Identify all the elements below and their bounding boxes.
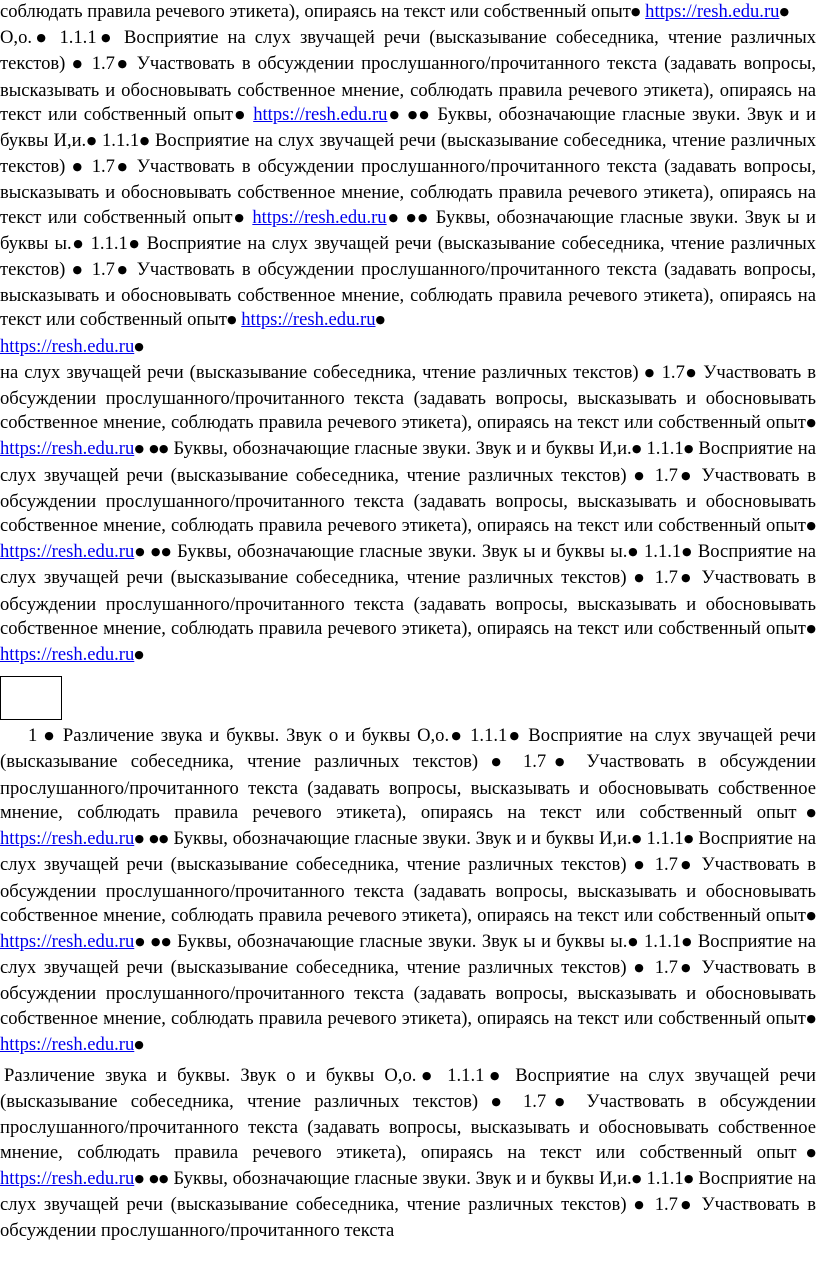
- text-segment: 1.7: [646, 464, 678, 486]
- text-segment: 1.1.1: [641, 828, 684, 850]
- text-segment: 1.7: [646, 567, 678, 589]
- text-segment: 1.1.1: [437, 1064, 485, 1086]
- text-segment: Буквы, обозначающие гласные звуки. Звук ы и буквы ы.: [171, 930, 628, 952]
- bullet-icon: ●: [677, 468, 694, 482]
- bullet-icon: ●: [134, 1037, 144, 1051]
- bullet-icon: ●: [134, 442, 145, 456]
- bullet-icon: ●: [114, 160, 130, 174]
- text-segment: Восприятие на слух звучащей речи (высказывание собеседника, чтение различных текстов): [0, 1064, 816, 1113]
- paragraph-1: [0, 0, 816, 26]
- paragraph-4: [0, 724, 816, 1059]
- bullet-icon: ●: [507, 729, 522, 743]
- bullet-icon: ●: [149, 832, 159, 846]
- bullet-icon: ●: [127, 236, 141, 250]
- paragraph-5: [0, 1064, 816, 1243]
- bullet-icon: ●: [387, 107, 402, 121]
- resh-link[interactable]: https://resh.edu.ru: [252, 206, 387, 228]
- bullet-icon: ●: [677, 858, 694, 872]
- text-segment: 1.7: [655, 361, 685, 383]
- text-segment: Восприятие на слух звучащей речи (высказывание собеседника, чтение различных текстов): [0, 930, 816, 979]
- bullet-icon: ●: [134, 1171, 145, 1185]
- paragraph-3: [0, 335, 816, 670]
- bullet-icon: ●: [96, 31, 115, 45]
- bullet-icon: ●: [134, 545, 146, 559]
- resh-link[interactable]: https://resh.edu.ru: [253, 103, 388, 125]
- text-segment: Различение звука и буквы. Звук о и буквы О,о.: [4, 1064, 417, 1086]
- bullet-icon: ●: [634, 858, 647, 872]
- text-segment: О,о.: [0, 27, 33, 49]
- bullet-icon: ●: [634, 961, 647, 975]
- bullet-icon: ●: [161, 545, 172, 559]
- bullet-icon: ●: [644, 365, 656, 379]
- bullet-icon: ●: [32, 31, 51, 45]
- bullet-icon: ●: [627, 545, 639, 559]
- bullet-icon: ●: [779, 5, 790, 18]
- resh-link[interactable]: https://resh.edu.ru: [0, 438, 135, 460]
- bullet-icon: ●: [491, 1095, 510, 1109]
- resh-link[interactable]: https://resh.edu.ru: [0, 1033, 135, 1055]
- bullet-icon: ●: [134, 832, 145, 846]
- text-segment: 1.1.1: [50, 27, 97, 49]
- text-segment: Различение звука и буквы. Звук о и буквы О,о.: [56, 725, 450, 747]
- text-segment: 1.1.1: [463, 725, 508, 747]
- bullet-icon: ●: [805, 1011, 816, 1025]
- text-segment: Участвовать в обсуждении прослушанного/прочитанного текста (задавать вопросы, высказывать и обосновывать собственное мнение, соблюдать правила речевого этикета), опираясь на текст или собственный опыт: [0, 259, 816, 331]
- text-segment: Восприятие на слух звучащей речи (высказывание собеседника, чтение различных текстов): [0, 130, 816, 178]
- bullet-icon: ●: [805, 621, 816, 635]
- bullet-icon: ●: [386, 210, 400, 224]
- resh-link[interactable]: https://resh.edu.ru: [0, 644, 135, 666]
- text-segment: Участвовать в обсуждении прослушанного/прочитанного текста (задавать вопросы, высказывать и обосновывать собственное мнение, соблюдать правила речевого этикета), опираясь на текст или собственный опыт: [0, 464, 816, 537]
- bullet-icon: ●: [149, 442, 159, 456]
- bullet-icon: ●: [375, 313, 386, 327]
- bullet-icon: ●: [796, 805, 816, 819]
- text-segment: 1.1.1: [638, 541, 682, 563]
- bullet-icon: ●: [158, 1171, 169, 1185]
- bullet-icon: ●: [627, 934, 639, 948]
- bullet-icon: ●: [114, 57, 130, 71]
- text-segment: Восприятие на слух звучащей речи (высказывание собеседника, чтение различных текстов): [0, 828, 816, 876]
- text-segment: Участвовать в обсуждении прослушанного/прочитанного текста (задавать вопросы, высказывать и обосновывать собственное мнение, соблюдать правила речевого этикета), опираясь на текст или собственный опыт: [0, 53, 816, 125]
- bullet-icon: ●: [416, 1068, 438, 1082]
- bullet-icon: ●: [805, 416, 816, 430]
- text-segment: Буквы, обозначающие гласные звуки. Звук и и буквы И,и.: [0, 103, 816, 152]
- bullet-icon: ●: [406, 210, 418, 224]
- text-segment: Участвовать в обсуждении прослушанного/прочитанного текста (задавать вопросы, высказывать и обосновывать собственное мнение, соблюдать правила речевого этикета), опираясь на текст или собственный опыт: [0, 567, 816, 639]
- bullet-icon: ●: [683, 442, 694, 456]
- bullet-icon: ●: [158, 832, 169, 846]
- bullet-icon: ●: [677, 961, 694, 975]
- bullet-icon: ●: [796, 1145, 816, 1159]
- text-segment: Буквы, обозначающие гласные звуки. Звук ы и буквы ы.: [0, 206, 816, 254]
- bullet-icon: ●: [134, 648, 144, 662]
- bullet-icon: ●: [71, 236, 85, 250]
- text-segment: 1.7: [646, 957, 678, 979]
- bullet-icon: ●: [546, 755, 574, 769]
- text-segment: Восприятие на слух звучащей речи (высказывание собеседника, чтение различных текстов): [0, 438, 816, 486]
- text-segment: Участвовать в обсуждении прослушанного/прочитанного текста (задавать вопросы, высказывать и обосновывать собственное мнение, соблюдать правила речевого этикета), опираясь на текст или собственный опыт: [0, 361, 816, 434]
- bullet-icon: ●: [546, 1095, 574, 1109]
- resh-link[interactable]: https://resh.edu.ru: [0, 1167, 135, 1189]
- empty-table-cell: [0, 676, 62, 720]
- text-segment: 1.1.1: [84, 232, 128, 254]
- paragraph-2: [0, 26, 816, 334]
- text-segment: 1.7: [509, 1091, 547, 1113]
- bullet-icon: ●: [72, 263, 85, 277]
- text-segment: Буквы, обозначающие гласные звуки. Звук и и буквы И,и.: [168, 828, 632, 850]
- bullet-icon: ●: [134, 934, 146, 948]
- text-segment: Восприятие на слух звучащей речи (высказывание собеседника, чтение различных текстов): [0, 725, 816, 773]
- text-segment: Участвовать в обсуждении прослушанного/прочитанного текста (задавать вопросы, высказывать и обосновывать собственное мнение, соблюдать правила речевого этикета), опираясь на текст или собственный опыт: [0, 1091, 816, 1163]
- resh-link[interactable]: https://resh.edu.ru: [0, 930, 135, 952]
- text-segment: [401, 104, 408, 125]
- bullet-icon: ●: [72, 160, 85, 174]
- bullet-icon: ●: [805, 519, 816, 533]
- text-segment: 1.1.1: [641, 1167, 684, 1189]
- text-segment: 1.1.1: [641, 438, 684, 460]
- bullet-icon: ●: [634, 571, 647, 585]
- bullet-icon: ●: [150, 934, 162, 948]
- bullet-icon: ●: [449, 729, 464, 743]
- bullet-icon: ●: [72, 57, 85, 71]
- bullet-icon: ●: [86, 134, 97, 148]
- resh-link[interactable]: https://resh.edu.ru: [645, 1, 780, 22]
- bullet-icon: ●: [683, 832, 694, 846]
- bullet-icon: ●: [134, 339, 144, 353]
- text-segment: 1.1.1: [638, 930, 682, 952]
- bullet-icon: ●: [681, 545, 693, 559]
- text-segment: Восприятие на слух звучащей речи (высказывание собеседника, чтение различных текстов): [0, 232, 816, 281]
- text-segment: 1.7: [84, 259, 115, 281]
- text-segment: Участвовать в обсуждении прослушанного/прочитанного текста (задавать вопросы, высказывать и обосновывать собственное мнение, соблюдать правила речевого этикета), опираясь на текст или собственный опыт: [0, 156, 816, 228]
- bullet-icon: ●: [158, 442, 169, 456]
- bullet-icon: ●: [630, 5, 641, 18]
- text-segment: Буквы, обозначающие гласные звуки. Звук ы и буквы ы.: [171, 541, 628, 563]
- bullet-icon: ●: [232, 210, 246, 224]
- bullet-icon: ●: [634, 468, 647, 482]
- text-segment: Участвовать в обсуждении прослушанного/прочитанного текста: [0, 1193, 816, 1242]
- text-segment: 1: [28, 725, 45, 747]
- bullet-icon: ●: [407, 107, 420, 121]
- bullet-icon: ●: [161, 934, 172, 948]
- bullet-icon: ●: [677, 1197, 694, 1211]
- text-segment: 1.7: [646, 1193, 678, 1215]
- bullet-icon: ●: [149, 1171, 159, 1185]
- bullet-icon: ●: [631, 1171, 642, 1185]
- bullet-icon: ●: [44, 729, 57, 743]
- bullet-icon: ●: [419, 107, 431, 121]
- bullet-icon: ●: [232, 107, 247, 121]
- bullet-icon: ●: [681, 934, 693, 948]
- resh-link[interactable]: https://resh.edu.ru: [241, 309, 376, 331]
- bullet-icon: ●: [684, 365, 698, 379]
- bullet-icon: ●: [634, 1197, 647, 1211]
- bullet-icon: ●: [226, 313, 237, 327]
- text-segment: 1.7: [509, 751, 547, 773]
- bullet-icon: ●: [417, 210, 430, 224]
- text-segment: 1.7: [84, 156, 115, 178]
- resh-link[interactable]: https://resh.edu.ru: [0, 541, 135, 563]
- bullet-icon: ●: [677, 571, 694, 585]
- text-segment: Участвовать в обсуждении прослушанного/прочитанного текста (задавать вопросы, высказывать и обосновывать собственное мнение, соблюдать правила речевого этикета), опираясь на текст или собственный опыт: [0, 957, 816, 1029]
- bullet-icon: ●: [631, 832, 642, 846]
- text-segment: Буквы, обозначающие гласные звуки. Звук и и буквы И,и.: [168, 1167, 632, 1189]
- bullet-icon: ●: [114, 263, 130, 277]
- text-segment: на слух звучащей речи (высказывание собеседника, чтение различных текстов): [0, 361, 645, 383]
- text-segment: Участвовать в обсуждении прослушанного/прочитанного текста (задавать вопросы, высказывать и обосновывать собственное мнение, соблюдать правила речевого этикета), опираясь на текст или собственный опыт: [0, 751, 816, 823]
- resh-link[interactable]: https://resh.edu.ru: [0, 335, 135, 357]
- text-segment: Буквы, обозначающие гласные звуки. Звук и и буквы И,и.: [168, 438, 632, 460]
- bullet-icon: ●: [150, 545, 162, 559]
- text-segment: 1.1.1: [96, 130, 140, 152]
- bullet-icon: ●: [491, 755, 510, 769]
- text-segment: 1.7: [84, 53, 115, 75]
- text-segment: Восприятие на слух звучащей речи (высказывание собеседника, чтение различных текстов): [0, 27, 816, 75]
- text-segment: Восприятие на слух звучащей речи (высказывание собеседника, чтение различных текстов): [0, 1167, 816, 1215]
- bullet-icon: ●: [484, 1068, 506, 1082]
- text-segment: 1.7: [646, 854, 678, 876]
- bullet-icon: ●: [683, 1171, 694, 1185]
- bullet-icon: ●: [139, 134, 150, 148]
- bullet-icon: ●: [631, 442, 642, 456]
- text-segment: Участвовать в обсуждении прослушанного/прочитанного текста (задавать вопросы, высказывать и обосновывать собственное мнение, соблюдать правила речевого этикета), опираясь на текст или собственный опыт: [0, 854, 816, 926]
- resh-link[interactable]: https://resh.edu.ru: [0, 828, 135, 850]
- text-segment: Восприятие на слух звучащей речи (высказывание собеседника, чтение различных текстов): [0, 541, 816, 589]
- bullet-icon: ●: [805, 908, 816, 922]
- text-segment: соблюдать правила речевого этикета), опираясь на текст или собственный опыт: [0, 1, 631, 22]
